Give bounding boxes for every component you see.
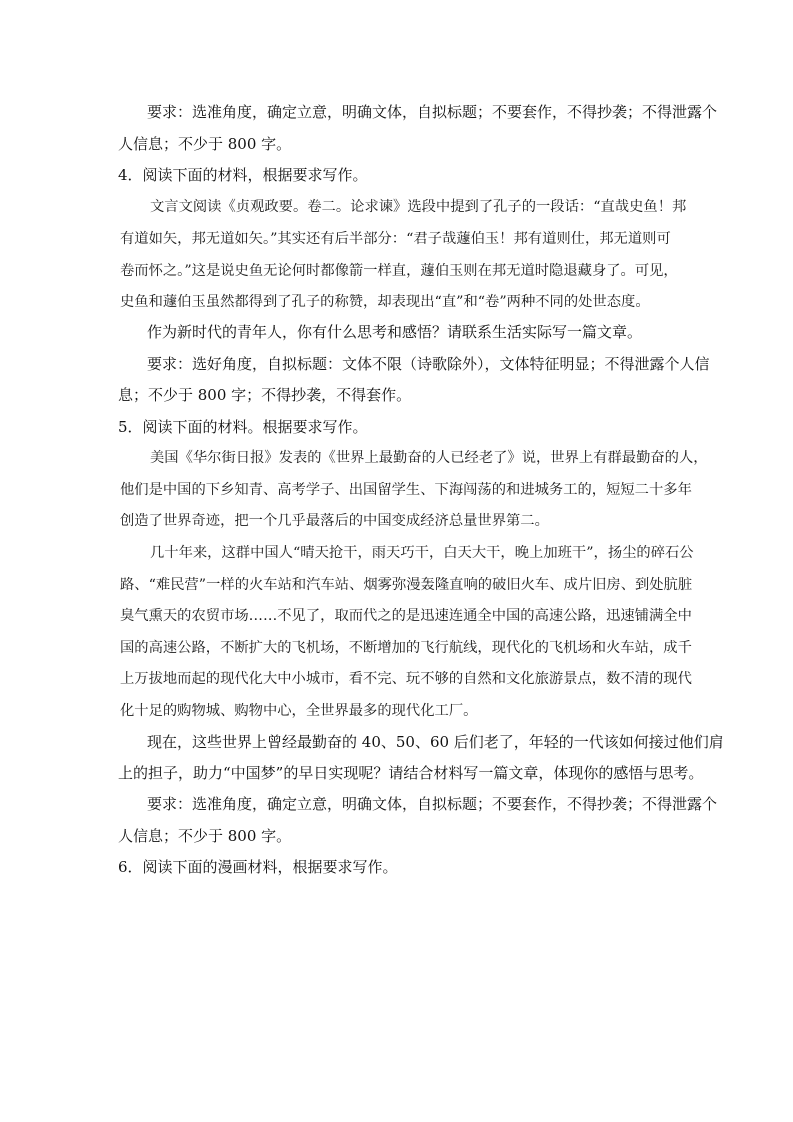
requirement-line: 要求：选好角度，自拟标题：文体不限（诗歌除外），文体特征明显；不得泄露个人信 — [147, 355, 710, 373]
question-heading-6: 6．阅读下面的漫画材料，根据要求写作。 — [118, 858, 398, 876]
material-line: 史鱼和蘧伯玉虽然都得到了孔子的称赞，却表现出“直”和“卷”两种不同的处世态度。 — [120, 294, 650, 310]
question-heading-5: 5．阅读下面的材料。根据要求写作。 — [118, 418, 368, 436]
material-line: 国的高速公路，不断扩大的飞机场，不断增加的飞行航线，现代化的飞机场和火车站，成千 — [120, 640, 692, 656]
requirement-line: 要求：选准角度，确定立意，明确文体，自拟标题；不要套作，不得抄袭；不得泄露个 — [147, 103, 718, 121]
prompt-line: 现在，这些世界上曾经最勤奋的 40、50、60 后们老了，年轻的一代该如何接过他们肩 — [147, 733, 724, 751]
requirement-line: 息；不少于 800 字；不得抄袭，不得套作。 — [118, 386, 412, 404]
material-line: 美国《华尔街日报》发表的《世界上最勤奋的人已经老了》说，世界上有群最勤奋的人， — [150, 450, 708, 466]
material-line: 几十年来，这群中国人“晴天抢干，雨天巧干，白天大干，晚上加班干”，扬尘的碎石公 — [150, 545, 694, 561]
material-line: 臭气熏天的农贸市场……不见了，取而代之的是迅速连通全中国的高速公路，迅速铺满全中 — [120, 608, 692, 624]
material-line: 有道如矢，邦无道如矢。”其实还有后半部分：“君子哉蘧伯玉！邦有道则仕，邦无道则可 — [120, 231, 671, 247]
question-heading-4: 4．阅读下面的材料，根据要求写作。 — [118, 166, 368, 184]
material-line: 创造了世界奇迹，把一个几乎最落后的中国变成经济总量世界第二。 — [120, 513, 549, 529]
requirement-line: 人信息；不少于 800 字。 — [118, 135, 292, 153]
prompt-line: 作为新时代的青年人，你有什么思考和感悟？请联系生活实际写一篇文章。 — [147, 323, 643, 341]
prompt-line: 上的担子，助力“中国梦”的早日实现呢？请结合材料写一篇文章，体现你的感悟与思考。 — [118, 764, 704, 782]
material-line: 路、“难民营”一样的火车站和汽车站、烟雾弥漫轰隆直响的破旧火车、成片旧房、到处肮脏 — [120, 577, 693, 593]
requirement-line: 人信息；不少于 800 字。 — [118, 827, 292, 845]
material-line: 他们是中国的下乡知青、高考学子、出国留学生、下海闯荡的和进城务工的，短短二十多年 — [120, 482, 692, 498]
material-line: 上万拔地而起的现代化大中小城市，看不完、玩不够的自然和文化旅游景点，数不清的现代 — [120, 671, 692, 687]
material-line: 文言文阅读《贞观政要。卷二。论求谏》选段中提到了孔子的一段话：“直哉史鱼！邦 — [150, 199, 687, 215]
requirement-line: 要求：选准角度，确定立意，明确文体，自拟标题；不要套作，不得抄袭；不得泄露个 — [147, 795, 718, 813]
material-line: 卷而怀之。”这是说史鱼无论何时都像箭一样直，蘧伯玉则在邦无道时隐退藏身了。可见， — [120, 263, 678, 279]
material-line: 化十足的购物城、购物中心，全世界最多的现代化工厂。 — [120, 703, 478, 719]
